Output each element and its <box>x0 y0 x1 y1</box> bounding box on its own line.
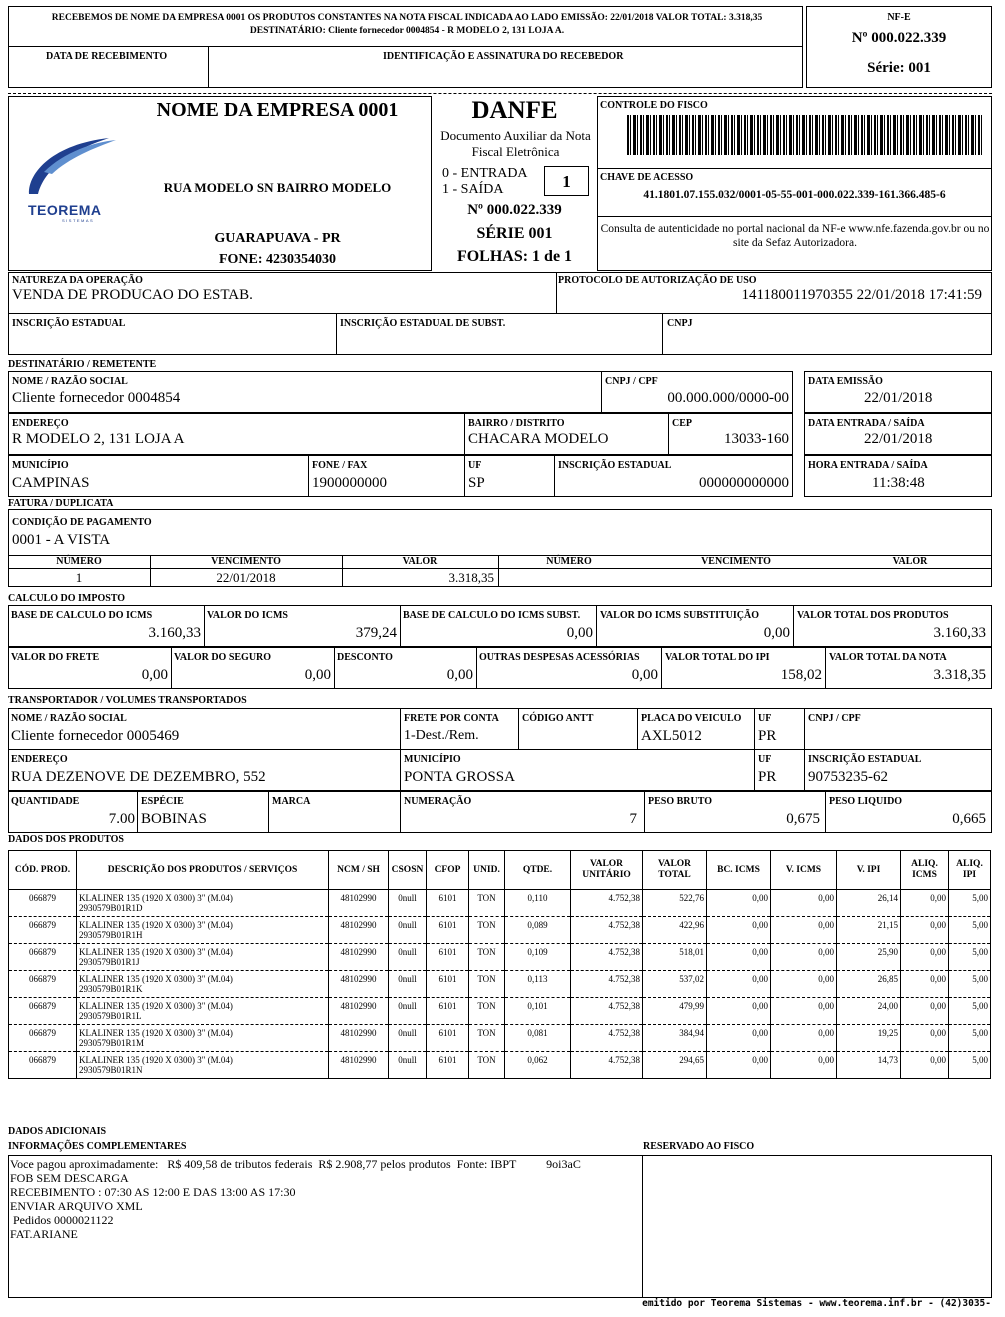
valor-st-label: VALOR DO ICMS SUBSTITUIÇÃO <box>600 610 760 621</box>
cell-desc <box>77 998 329 1025</box>
transp-antt-label: CÓDIGO ANTT <box>522 713 594 724</box>
cell-vicms: 0,00 <box>771 971 837 998</box>
dup-header-vencimento-2: VENCIMENTO <box>701 556 771 567</box>
transp-qtd-label: QUANTIDADE <box>11 796 80 807</box>
cell-cfop: 6101 <box>427 998 469 1025</box>
danfe-title: DANFE <box>471 97 558 124</box>
cell-bc: 0,00 <box>707 971 771 998</box>
outras-value: 0,00 <box>631 667 658 683</box>
product-lot: 2930579B01R1H <box>79 930 143 940</box>
product-description: KLALINER 135 (1920 X 0300) 3" (M.04) <box>79 920 233 930</box>
cell-cod: 066879 <box>9 971 77 998</box>
transp-uf2-label: UF <box>758 754 772 765</box>
cell-cod: 066879 <box>9 890 77 917</box>
chave-label: CHAVE DE ACESSO <box>600 172 694 183</box>
natureza-value: VENDA DE PRODUCAO DO ESTAB. <box>12 287 253 303</box>
dup-header-valor: VALOR <box>402 556 438 567</box>
cell-vtotal: 522,76 <box>643 890 707 917</box>
dup-header-valor-2: VALOR <box>892 556 928 567</box>
transp-uf-value: PR <box>758 728 777 744</box>
teorema-logo <box>24 132 124 227</box>
adicionais-section: DADOS ADICIONAIS <box>8 1126 107 1137</box>
danfe-entrada: 0 - ENTRADA <box>442 166 528 181</box>
frete-label: VALOR DO FRETE <box>11 652 100 663</box>
cell-csosn: 0null <box>389 971 427 998</box>
product-description: KLALINER 135 (1920 X 0300) 3" (M.04) <box>79 1001 233 1011</box>
condicao-label: CONDIÇÃO DE PAGAMENTO <box>12 517 152 528</box>
col-aipi: ALIQ. IPI <box>949 851 991 890</box>
cell-vunit: 4.752,38 <box>571 971 643 998</box>
dup-header-vencimento: VENCIMENTO <box>211 556 281 567</box>
chave-value: 41.1801.07.155.032/0001-05-55-001-000.022.339-161.366.485-6 <box>643 189 946 201</box>
cell-aicms: 0,00 <box>901 890 949 917</box>
col-vipi: V. IPI <box>837 851 901 890</box>
dest-hora-value: 11:38:48 <box>872 475 925 491</box>
transp-numeracao-label: NUMERAÇÃO <box>404 796 472 807</box>
dest-bairro-label: BAIRRO / DISTRITO <box>468 418 565 429</box>
col-ncm: NCM / SH <box>329 851 389 890</box>
cell-aicms: 0,00 <box>901 944 949 971</box>
table-row <box>9 917 991 944</box>
ie-label: INSCRIÇÃO ESTADUAL <box>12 318 126 329</box>
base-icms-label: BASE DE CALCULO DO ICMS <box>11 610 153 621</box>
cell-vipi: 26,14 <box>837 890 901 917</box>
cell-vunit: 4.752,38 <box>571 917 643 944</box>
cut-line <box>8 93 992 94</box>
product-description: KLALINER 135 (1920 X 0300) 3" (M.04) <box>79 974 233 984</box>
cell-vtotal: 537,02 <box>643 971 707 998</box>
seguro-label: VALOR DO SEGURO <box>174 652 272 663</box>
cell-qtde: 0,110 <box>505 890 571 917</box>
danfe-serie: SÉRIE 001 <box>476 225 553 242</box>
valor-icms-label: VALOR DO ICMS <box>207 610 288 621</box>
consulta-text: Consulta de autenticidade no portal nacional da NF-e www.nfe.fazenda.gov.br ou no site da Sefaz Autorizadora. <box>600 223 990 249</box>
cell-desc <box>77 1052 329 1079</box>
cell-unid: TON <box>469 1052 505 1079</box>
cell-vtotal: 384,94 <box>643 1025 707 1052</box>
base-st-value: 0,00 <box>566 625 593 641</box>
cell-cod: 066879 <box>9 998 77 1025</box>
table-row <box>9 1025 991 1052</box>
cell-cod: 066879 <box>9 917 77 944</box>
cell-desc <box>77 917 329 944</box>
data-recebimento-label: DATA DE RECEBIMENTO <box>46 51 168 62</box>
total-nota-value: 3.318,35 <box>933 667 986 683</box>
dup-valor: 3.318,35 <box>448 570 494 585</box>
valor-icms-value: 379,24 <box>355 625 397 641</box>
barcode-icon <box>627 115 982 155</box>
table-row <box>9 971 991 998</box>
table-row <box>9 944 991 971</box>
dest-ie-label: INSCRIÇÃO ESTADUAL <box>558 460 672 471</box>
imposto-section: CALCULO DO IMPOSTO <box>8 593 126 604</box>
cell-vunit: 4.752,38 <box>571 1052 643 1079</box>
col-bc: BC. ICMS <box>707 851 771 890</box>
transp-liquido-label: PESO LIQUIDO <box>829 796 903 807</box>
cell-vunit: 4.752,38 <box>571 944 643 971</box>
product-lot: 2930579B01R1K <box>79 984 143 994</box>
emitente-cidade: GUARAPUAVA - PR <box>214 231 341 246</box>
transp-bruto-value: 0,675 <box>786 811 820 827</box>
transp-nome-value: Cliente fornecedor 0005469 <box>11 728 180 744</box>
cell-cod: 066879 <box>9 1052 77 1079</box>
dest-municipio-value: CAMPINAS <box>12 475 90 491</box>
dest-cnpj-label: CNPJ / CPF <box>605 376 658 387</box>
cell-unid: TON <box>469 917 505 944</box>
col-cfop: CFOP <box>427 851 469 890</box>
cell-aipi: 5,00 <box>949 944 991 971</box>
cell-bc: 0,00 <box>707 1025 771 1052</box>
dup-mid-line <box>8 568 992 569</box>
danfe-subtitle: Documento Auxiliar da Nota Fiscal Eletrônica <box>440 128 591 159</box>
transp-endereco-label: ENDEREÇO <box>11 754 68 765</box>
col-vicms: V. ICMS <box>771 851 837 890</box>
total-prod-label: VALOR TOTAL DOS PRODUTOS <box>797 610 949 621</box>
cell-vipi: 24,00 <box>837 998 901 1025</box>
transportador-section: TRANSPORTADOR / VOLUMES TRANSPORTADOS <box>8 695 247 706</box>
cell-ncm: 48102990 <box>329 998 389 1025</box>
info-line: Voce pagou aproximadamente: R$ 409,58 de tributos federais R$ 2.908,77 pelos produtos Fonte: IBPT 9oi3aC <box>10 1157 581 1171</box>
cell-qtde: 0,113 <box>505 971 571 998</box>
dest-hora-label: HORA ENTRADA / SAÍDA <box>808 460 928 471</box>
danfe-saida: 1 - SAÍDA <box>442 182 504 197</box>
info-line: ENVIAR ARQUIVO XML <box>10 1199 143 1213</box>
product-lot: 2930579B01R1J <box>79 957 140 967</box>
dest-nome-value: Cliente fornecedor 0004854 <box>12 390 181 406</box>
total-prod-value: 3.160,33 <box>933 625 986 641</box>
cell-aicms: 0,00 <box>901 971 949 998</box>
valor-st-value: 0,00 <box>763 625 790 641</box>
product-description: KLALINER 135 (1920 X 0300) 3" (M.04) <box>79 1028 233 1038</box>
cell-vicms: 0,00 <box>771 1052 837 1079</box>
cell-qtde: 0,101 <box>505 998 571 1025</box>
canhoto-serie: Série: 001 <box>867 60 931 76</box>
desconto-label: DESCONTO <box>337 652 393 663</box>
col-vunit: VALOR UNITÁRIO <box>571 851 643 890</box>
cell-vunit: 4.752,38 <box>571 998 643 1025</box>
cell-aipi: 5,00 <box>949 917 991 944</box>
cell-desc <box>77 890 329 917</box>
product-lot: 2930579B01R1L <box>79 1011 142 1021</box>
cell-vipi: 26,85 <box>837 971 901 998</box>
protocolo-label: PROTOCOLO DE AUTORIZAÇÃO DE USO <box>558 275 757 286</box>
transp-liquido-value: 0,665 <box>952 811 986 827</box>
transp-especie-label: ESPÉCIE <box>141 796 184 807</box>
cell-vipi: 21,15 <box>837 917 901 944</box>
dest-fone-label: FONE / FAX <box>312 460 368 471</box>
dest-entrada-value: 22/01/2018 <box>864 431 933 447</box>
transp-uf2-value: PR <box>758 769 777 785</box>
cell-vicms: 0,00 <box>771 1025 837 1052</box>
cell-cfop: 6101 <box>427 971 469 998</box>
transp-placa-value: AXL5012 <box>641 728 702 744</box>
cell-aipi: 5,00 <box>949 971 991 998</box>
transp-nome-label: NOME / RAZÃO SOCIAL <box>11 713 127 724</box>
produtos-header-row <box>9 851 991 890</box>
reservado-fisco-label: RESERVADO AO FISCO <box>643 1141 755 1152</box>
dest-cep-label: CEP <box>672 418 692 429</box>
cell-aipi: 5,00 <box>949 1025 991 1052</box>
dest-emissao-value: 22/01/2018 <box>864 390 933 406</box>
condicao-value: 0001 - A VISTA <box>12 532 111 548</box>
cell-aipi: 5,00 <box>949 998 991 1025</box>
dest-uf-value: SP <box>468 475 485 491</box>
cell-csosn: 0null <box>389 944 427 971</box>
cell-vtotal: 518,01 <box>643 944 707 971</box>
ipi-label: VALOR TOTAL DO IPI <box>665 652 770 663</box>
cell-csosn: 0null <box>389 998 427 1025</box>
transp-ie-value: 90753235-62 <box>808 769 888 785</box>
cell-cod: 066879 <box>9 1025 77 1052</box>
cell-cfop: 6101 <box>427 917 469 944</box>
destinatario-section: DESTINATÁRIO / REMETENTE <box>8 359 157 370</box>
cell-csosn: 0null <box>389 1052 427 1079</box>
cell-unid: TON <box>469 890 505 917</box>
emitente-endereco: RUA MODELO SN BAIRRO MODELO <box>163 180 392 195</box>
footer-text: emitido por Teorema Sistemas - www.teorema.inf.br - (42)3035- <box>642 1298 991 1309</box>
cell-cfop: 6101 <box>427 1025 469 1052</box>
logo-text: TEOREMA <box>28 202 102 218</box>
dup-numero: 1 <box>75 570 83 585</box>
table-row <box>9 1052 991 1079</box>
base-icms-value: 3.160,33 <box>148 625 201 641</box>
cell-ncm: 48102990 <box>329 917 389 944</box>
cell-vunit: 4.752,38 <box>571 890 643 917</box>
cell-vipi: 14,73 <box>837 1052 901 1079</box>
cell-vtotal: 422,96 <box>643 917 707 944</box>
product-description: KLALINER 135 (1920 X 0300) 3" (M.04) <box>79 947 233 957</box>
cell-cod: 066879 <box>9 944 77 971</box>
cell-qtde: 0,081 <box>505 1025 571 1052</box>
cell-ncm: 48102990 <box>329 890 389 917</box>
table-row <box>9 998 991 1025</box>
reservado-fisco-box <box>642 1155 992 1298</box>
frete-value: 0,00 <box>141 667 168 683</box>
transp-numeracao-value: 7 <box>629 811 637 827</box>
dup-header-numero: NÚMERO <box>56 556 102 567</box>
cell-cfop: 6101 <box>427 944 469 971</box>
cell-ncm: 48102990 <box>329 971 389 998</box>
cell-vtotal: 479,99 <box>643 998 707 1025</box>
cnpj-box <box>662 313 992 355</box>
info-line: FOB SEM DESCARGA <box>10 1171 129 1185</box>
total-nota-label: VALOR TOTAL DA NOTA <box>829 652 947 663</box>
dest-cep-value: 13033-160 <box>724 431 789 447</box>
cnpj-label: CNPJ <box>667 318 693 329</box>
produtos-section: DADOS DOS PRODUTOS <box>8 834 124 845</box>
canhoto-text: RECEBEMOS DE NOME DA EMPRESA 0001 OS PRODUTOS CONSTANTES NA NOTA FISCAL INDICADA AO LADO EMISSÃO: 22/01/2018 VALOR TOTAL: 3.318,35 DESTINATÁRIO: Cliente fornecedor 0004854 - R MODELO 2, 131 LOJA A. <box>51 13 763 36</box>
controle-fisco-label: CONTROLE DO FISCO <box>600 100 708 111</box>
natureza-label: NATUREZA DA OPERAÇÃO <box>12 275 143 286</box>
transp-marca-label: MARCA <box>272 796 311 807</box>
cell-vipi: 25,90 <box>837 944 901 971</box>
dest-emissao-label: DATA EMISSÃO <box>808 376 883 387</box>
transp-uf-label: UF <box>758 713 772 724</box>
col-desc: DESCRIÇÃO DOS PRODUTOS / SERVIÇOS <box>77 851 329 890</box>
dest-fone-value: 1900000000 <box>312 475 387 491</box>
cell-ncm: 48102990 <box>329 1052 389 1079</box>
seguro-value: 0,00 <box>304 667 331 683</box>
cell-aicms: 0,00 <box>901 1052 949 1079</box>
transp-municipio-value: PONTA GROSSA <box>404 769 515 785</box>
cell-csosn: 0null <box>389 1025 427 1052</box>
cell-aipi: 5,00 <box>949 890 991 917</box>
cell-csosn: 0null <box>389 917 427 944</box>
transp-municipio-label: MUNICÍPIO <box>404 754 461 765</box>
cell-unid: TON <box>469 1025 505 1052</box>
cell-cfop: 6101 <box>427 1052 469 1079</box>
info-line: RECEBIMENTO : 07:30 AS 12:00 E DAS 13:00 AS 17:30 <box>10 1185 296 1199</box>
cell-desc <box>77 971 329 998</box>
danfe-tipo: 1 <box>562 172 571 191</box>
col-cod: CÓD. PROD. <box>9 851 77 890</box>
logo-subtext: SISTEMAS <box>62 218 95 223</box>
dest-municipio-label: MUNICÍPIO <box>12 460 69 471</box>
ipi-value: 158,02 <box>780 667 822 683</box>
logo-swoosh-icon <box>24 132 124 202</box>
dest-uf-label: UF <box>468 460 482 471</box>
cell-bc: 0,00 <box>707 1052 771 1079</box>
cell-ncm: 48102990 <box>329 1025 389 1052</box>
cell-bc: 0,00 <box>707 944 771 971</box>
assinatura-label: IDENTIFICAÇÃO E ASSINATURA DO RECEBEDOR <box>383 51 624 62</box>
transp-cnpj-label: CNPJ / CPF <box>808 713 861 724</box>
cell-aipi: 5,00 <box>949 1052 991 1079</box>
cell-bc: 0,00 <box>707 917 771 944</box>
cell-vipi: 19,25 <box>837 1025 901 1052</box>
desconto-value: 0,00 <box>446 667 473 683</box>
cell-bc: 0,00 <box>707 998 771 1025</box>
cell-vicms: 0,00 <box>771 917 837 944</box>
danfe-folhas: FOLHAS: 1 de 1 <box>456 248 573 265</box>
product-lot: 2930579B01R1N <box>79 1065 143 1075</box>
cell-aicms: 0,00 <box>901 998 949 1025</box>
cell-ncm: 48102990 <box>329 944 389 971</box>
cell-cfop: 6101 <box>427 890 469 917</box>
outras-label: OUTRAS DESPESAS ACESSÓRIAS <box>479 652 640 663</box>
info-line: Pedidos 0000021122 <box>10 1213 114 1227</box>
cell-vtotal: 294,65 <box>643 1052 707 1079</box>
cell-bc: 0,00 <box>707 890 771 917</box>
col-vtotal: VALOR TOTAL <box>643 851 707 890</box>
ie-st-label: INSCRIÇÃO ESTADUAL DE SUBST. <box>340 318 506 329</box>
cell-desc <box>77 1025 329 1052</box>
transp-frete-value: 1-Dest./Rem. <box>404 728 479 743</box>
emitente-nome: NOME DA EMPRESA 0001 <box>156 99 399 121</box>
transp-bruto-label: PESO BRUTO <box>648 796 712 807</box>
cell-vunit: 4.752,38 <box>571 1025 643 1052</box>
base-st-label: BASE DE CALCULO DO ICMS SUBST. <box>403 610 581 621</box>
protocolo-value: 141180011970355 22/01/2018 17:41:59 <box>741 287 982 303</box>
col-unid: UNID. <box>469 851 505 890</box>
dest-bairro-value: CHACARA MODELO <box>468 431 609 447</box>
dest-nome-label: NOME / RAZÃO SOCIAL <box>12 376 128 387</box>
cell-unid: TON <box>469 944 505 971</box>
product-lot: 2930579B01R1D <box>79 903 143 913</box>
cell-aicms: 0,00 <box>901 1025 949 1052</box>
product-description: KLALINER 135 (1920 X 0300) 3" (M.04) <box>79 893 233 903</box>
cell-qtde: 0,062 <box>505 1052 571 1079</box>
dest-cnpj-value: 00.000.000/0000-00 <box>667 390 789 406</box>
dest-endereco-label: ENDEREÇO <box>12 418 69 429</box>
dest-entrada-label: DATA ENTRADA / SAÍDA <box>808 418 925 429</box>
cell-vicms: 0,00 <box>771 890 837 917</box>
product-lot: 2930579B01R1M <box>79 1038 145 1048</box>
cell-aicms: 0,00 <box>901 917 949 944</box>
cell-unid: TON <box>469 998 505 1025</box>
canhoto-numero: Nº 000.022.339 <box>851 30 947 46</box>
col-csosn: CSOSN <box>389 851 427 890</box>
cell-vicms: 0,00 <box>771 944 837 971</box>
transp-especie-value: BOBINAS <box>141 811 207 827</box>
fatura-section: FATURA / DUPLICATA <box>8 498 114 509</box>
dest-ie-value: 000000000000 <box>699 475 789 491</box>
info-lines <box>10 1157 640 1241</box>
cell-qtde: 0,109 <box>505 944 571 971</box>
danfe-numero: Nº 000.022.339 <box>467 202 562 218</box>
dup-vencimento: 22/01/2018 <box>216 570 276 585</box>
cell-unid: TON <box>469 971 505 998</box>
col-qtde: QTDE. <box>505 851 571 890</box>
emitente-fone: FONE: 4230354030 <box>218 252 337 267</box>
transp-qtd-value: 7.00 <box>108 811 135 827</box>
cell-desc <box>77 944 329 971</box>
table-row <box>9 890 991 917</box>
col-aicms: ALIQ. ICMS <box>901 851 949 890</box>
product-description: KLALINER 135 (1920 X 0300) 3" (M.04) <box>79 1055 233 1065</box>
dup-header-numero-2: NÚMERO <box>546 556 592 567</box>
info-line: FAT.ARIANE <box>10 1227 78 1241</box>
produtos-table <box>8 850 991 1079</box>
cell-vicms: 0,00 <box>771 998 837 1025</box>
cell-qtde: 0,089 <box>505 917 571 944</box>
cell-csosn: 0null <box>389 890 427 917</box>
transp-endereco-value: RUA DEZENOVE DE DEZEMBRO, 552 <box>11 769 266 785</box>
transp-placa-label: PLACA DO VEICULO <box>641 713 742 724</box>
info-label: INFORMAÇÕES COMPLEMENTARES <box>8 1141 187 1152</box>
transp-ie-label: INSCRIÇÃO ESTADUAL <box>808 754 922 765</box>
canhoto-nfe-label: NF-E <box>887 12 911 23</box>
dest-endereco-value: R MODELO 2, 131 LOJA A <box>12 431 185 447</box>
transp-frete-label: FRETE POR CONTA <box>404 713 499 724</box>
